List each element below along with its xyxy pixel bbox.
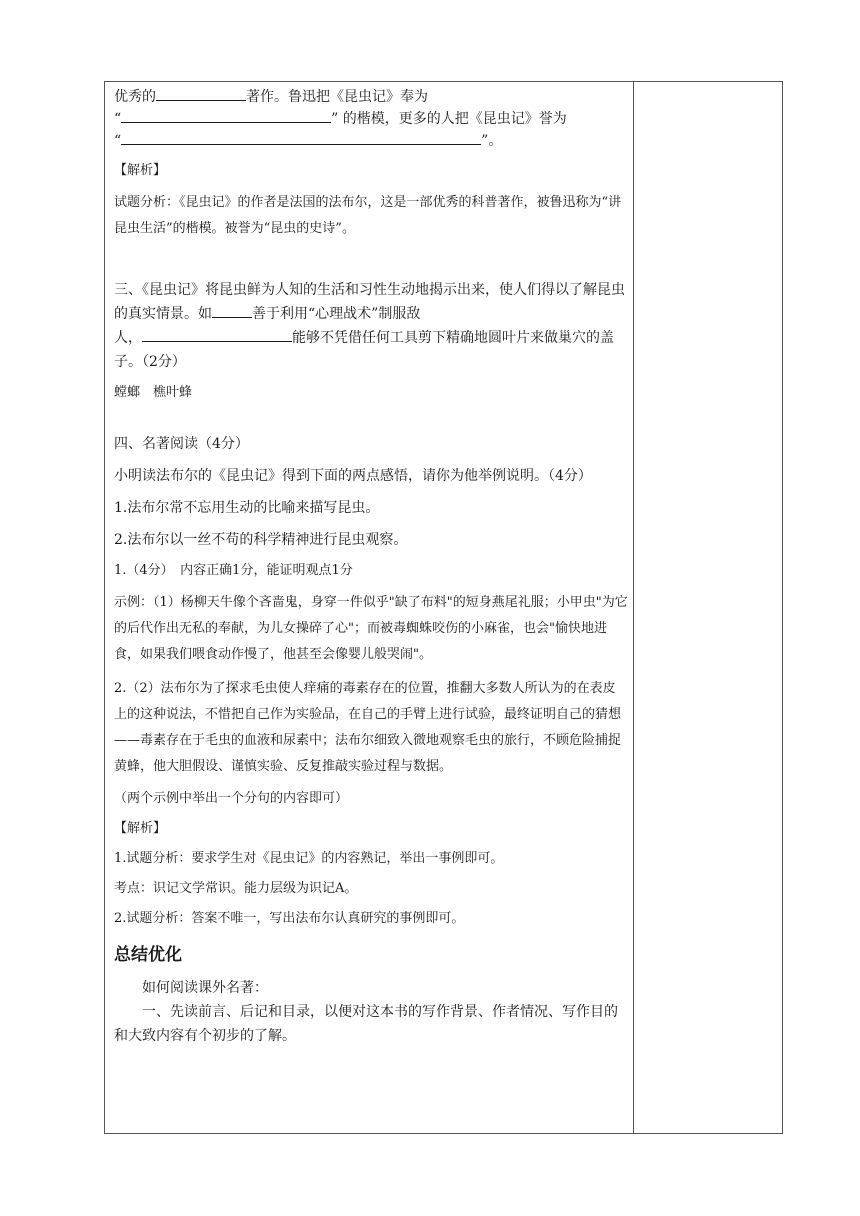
analysis-label: 【解析】 — [114, 163, 167, 178]
q4-kaodian: 考点：识记文学常识。能力层级为识记A。 — [114, 881, 358, 896]
q4-analysis2: 2.试题分析：答案不唯一，写出法布尔认真研究的事例即可。 — [114, 911, 465, 926]
summary-line2: 一、先读前言、后记和目录，以便对这本书的写作背景、作者情况、写作目的和大致内容有个初步的了解。 — [114, 1004, 618, 1044]
analysis-label: 【解析】 — [114, 821, 167, 836]
q4-intro: 小明读法布尔的《昆虫记》得到下面的两点感悟，请你为他举例说明。（4分） — [114, 468, 592, 484]
q3-text: 善于利用“心理战术”制服敌 — [252, 306, 421, 322]
blank-5 — [142, 327, 292, 342]
q2-text: “ — [114, 111, 122, 127]
q3-text: 三、《昆虫记》将昆虫鲜为人知的生活和习性生动地揭示出来，使人们得以了解昆虫的真实情景。如 — [114, 282, 625, 322]
q3-text: 能够不凭借任何工具剪下精确地圆叶片来做巢穴的盖子。（2分） — [114, 330, 614, 370]
q2-line3 — [114, 130, 628, 152]
q4-example1: 示例：（1）杨柳天牛像个吝啬鬼，身穿一件似乎"缺了布料"的短身燕尾礼服；小甲虫"为它的后代作出无私的奉献，为儿女操碎了心"；而被毒蜘蛛咬伤的小麻雀，也会"愉快地进食，如果我们喂食动作慢了，他甚至会像婴儿般哭闹"。 — [114, 595, 628, 662]
summary-line1: 如何阅读课外名著： — [142, 980, 268, 996]
q2-text: “ — [114, 133, 122, 149]
q4-score: 1.（4分） 内容正确1分，能证明观点1分 — [114, 563, 353, 578]
q3-text: 人， — [114, 330, 142, 346]
q4-title: 四、名著阅读（4分） — [114, 436, 249, 452]
q4-example2: 2.（2）法布尔为了探求毛虫使人痒痛的毒素存在的位置，推翻大多数人所认为的在表皮上的这种说法，不惜把自己作为实验品，在自己的手臂上进行试验，最终证明自己的猜想——毒素存在于毛虫的血液和尿素中；法布尔细致入微地观察毛虫的旅行，不顾危险捕捉黄蜂，他大胆假设、谨慎实验、反复推敲实验过程与数据。 — [114, 681, 622, 774]
main-cell — [114, 86, 628, 1048]
blank-3 — [121, 130, 481, 145]
q2-text: 优秀的 — [114, 89, 156, 105]
q4-note: （两个示例中举出一个分句的内容即可） — [114, 791, 349, 806]
q4-point1: 1.法布尔常不忘用生动的比喻来描写昆虫。 — [114, 500, 380, 516]
column-divider — [633, 81, 634, 1134]
q2-text: 著作。鲁迅把《昆虫记》奉为 — [246, 89, 428, 105]
q2-line2 — [114, 108, 628, 130]
q4-point2: 2.法布尔以一丝不苟的科学精神进行昆虫观察。 — [114, 532, 408, 548]
q2-text: ” 的楷模，更多的人把《昆虫记》誉为 — [331, 111, 567, 127]
q3-question — [114, 278, 628, 374]
blank-1 — [156, 86, 246, 101]
blank-4 — [212, 303, 252, 318]
blank-2 — [121, 108, 331, 123]
q4-analysis1: 1.试题分析：要求学生对《昆虫记》的内容熟记，举出一事例即可。 — [114, 851, 504, 866]
summary-heading: 总结优化 — [114, 945, 182, 965]
q2-line1 — [114, 86, 628, 108]
q3-answer: 螳螂 樵叶蜂 — [114, 385, 193, 400]
q2-text: ”。 — [481, 133, 503, 149]
analysis-text: 试题分析：《昆虫记》的作者是法国的法布尔，这是一部优秀的科普著作，被鲁迅称为“讲昆虫生活”的楷模。被誉为“昆虫的史诗”。 — [114, 195, 622, 236]
